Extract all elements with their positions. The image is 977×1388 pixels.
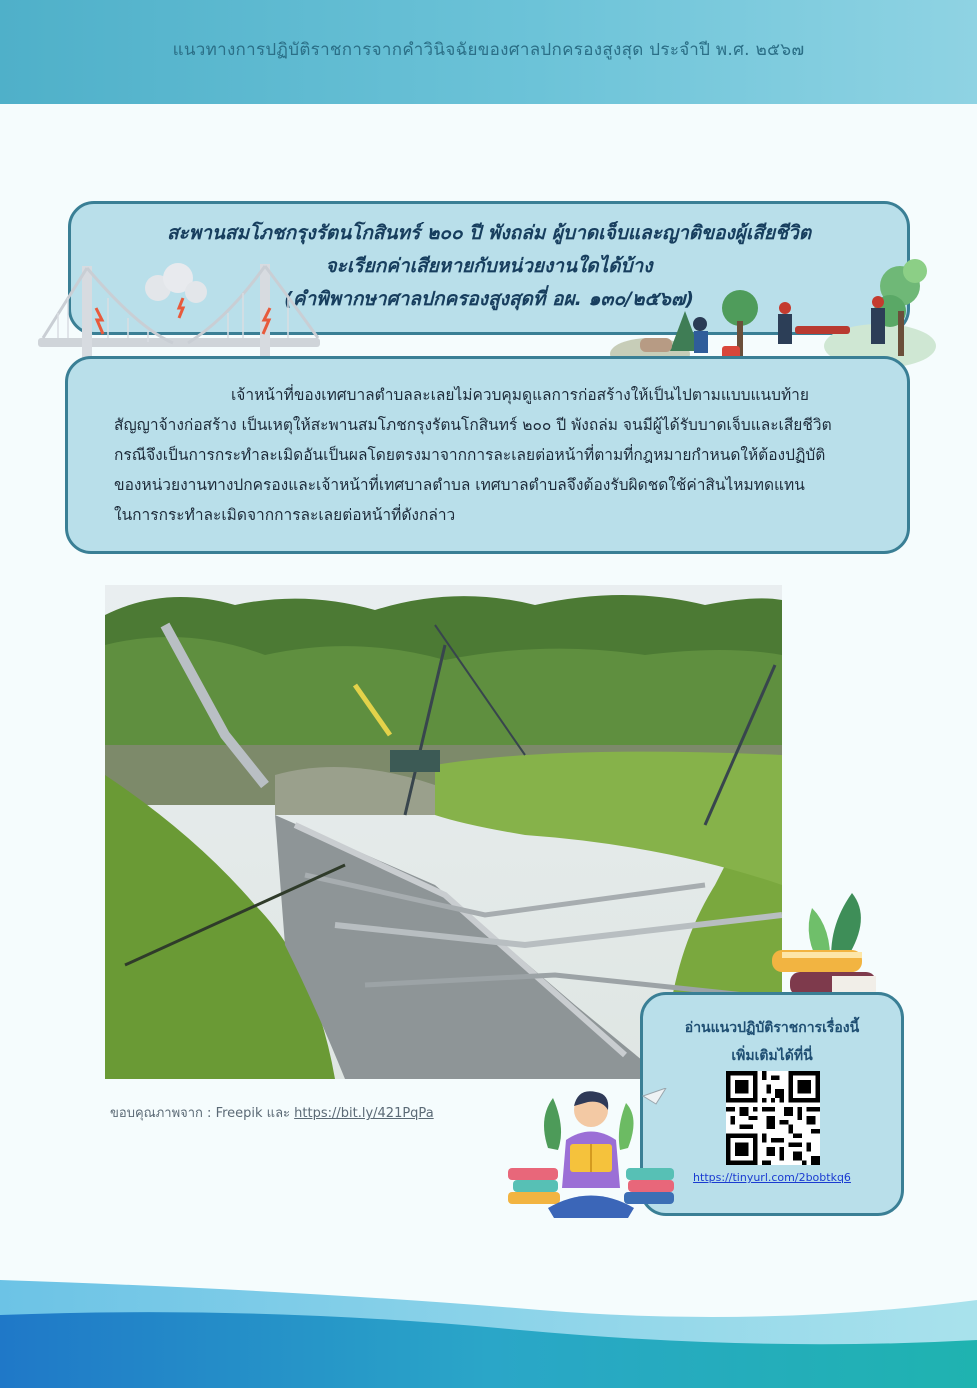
summary-line-1: เจ้าหน้าที่ของเทศบาลตำบลละเลยไม่ควบคุมดูแลการก่อสร้างให้เป็นไปตามแบบแนบท้าย xyxy=(231,386,809,404)
qr-box-line-2: เพิ่มเติมได้ที่นี่ xyxy=(731,1048,813,1064)
photo-credit-link[interactable]: https://bit.ly/421PqPa xyxy=(294,1106,434,1121)
summary-line-5: ในการกระทำละเมิดจากการละเลยต่อหน้าที่ดังกล่าว xyxy=(114,506,456,524)
books-plant-illustration xyxy=(772,888,884,1000)
qr-box xyxy=(640,992,904,1216)
title-line-2: จะเรียกค่าเสียหายกับหน่วยงานใดได้บ้าง xyxy=(325,255,653,277)
reading-student-illustration xyxy=(508,1088,676,1220)
summary-box xyxy=(65,356,910,554)
title-line-1: สะพานสมโภชกรุงรัตนโกสินทร์ ๒๐๐ ปี พังถล่ม ผู้บาดเจ็บและญาติของผู้เสียชีวิต xyxy=(166,222,812,244)
summary-line-3: กรณีจึงเป็นการกระทำละเมิดอันเป็นผลโดยตรงมาจากการละเลยต่อหน้าที่ตามที่กฎหมายกำหนดให้ต้องปฏิบัติ xyxy=(114,446,826,464)
photo-credit-text: ขอบคุณภาพจาก : Freepik และ xyxy=(110,1106,295,1121)
qr-link[interactable]: https://tinyurl.com/2bobtkq6 xyxy=(693,1171,851,1184)
qr-code[interactable] xyxy=(726,1071,820,1165)
photo-credit xyxy=(110,1102,434,1123)
footer-wave xyxy=(0,1270,977,1388)
title-line-3: (คำพิพากษาศาลปกครองสูงสุดที่ อผ. ๑๓๐/๒๕๖๗) xyxy=(284,288,694,310)
collapsed-bridge-illustration xyxy=(38,258,320,370)
rescue-scene-illustration xyxy=(610,256,936,370)
summary-line-4: ของหน่วยงานทางปกครองและเจ้าหน้าที่เทศบาลตำบล เทศบาลตำบลจึงต้องรับผิดชดใช้ค่าสินไหมทดแทน xyxy=(114,476,805,494)
qr-box-line-1: อ่านแนวปฏิบัติราชการเรื่องนี้ xyxy=(684,1020,860,1036)
header-title: แนวทางการปฏิบัติราชการจากคำวินิจฉัยของศาลปกครองสูงสุด ประจำปี พ.ศ. ๒๕๖๗ xyxy=(172,40,805,60)
summary-line-2: สัญญาจ้างก่อสร้าง เป็นเหตุให้สะพานสมโภชกรุงรัตนโกสินทร์ ๒๐๐ ปี พังถล่ม จนมีผู้ได้รับบาดเจ็บและเสียชีวิต xyxy=(114,416,832,434)
